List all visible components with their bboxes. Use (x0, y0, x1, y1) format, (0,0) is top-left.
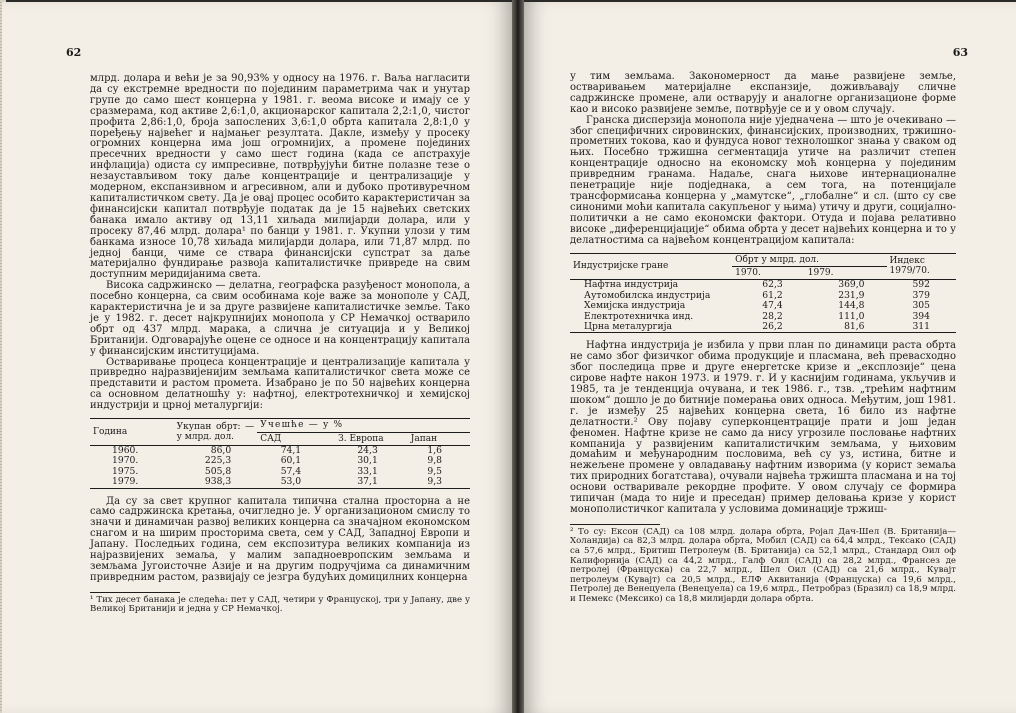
footnote: ² То су: Ексон (САД) са 108 млрд. долара обрта, Ројал Дач-Шел (В. Британија—Холандија) са 82,3 млрд. долара обрта, Мобил (САД) са 64,4 млрд., Тексако (САД) са 57,6 млрд., Бритиш Петролеум (В. Британија) са 52,1 млрд., Стандард Оил оф Калифорнија (САД) са 44,2 млрд., Галф Оил (САД) са 28,2 млрд., Франсез де петролеј (Француска) са 22,7 млрд., Шел Оил (САД) са 21,6 млрд., Кувајт петролеум (Кувајт) са 20,5 млрд., ЕЛФ Аквитанија (Француска) са 19,6 млрд., Петролеј де Венецуела (Венецуела) са 19,6 млрд., Петробраз (Бразил) са 18,9 млрд. и Пемекс (Мексико) са 18,8 милијарди долара обрта. (570, 526, 956, 604)
table-cell: 53,0 (257, 477, 335, 488)
table-subheader: З. Европа (338, 433, 384, 444)
text-column (570, 72, 956, 605)
footnote: ¹ Тих десет банака је следећа: пет у САД, четири у Француској, три у Јапану, две у Великој Британији и једна у СР Немачкој. (90, 594, 470, 615)
paragraph: у тим земљама. Закономерност да мање развијене земље, остваривањем материјалне експанзије, доживљавају сличне садржинске промене, али остварују и аналогне организационе форме као и високо развијене земље, потврђује се и у овом случају. (570, 71, 956, 115)
table-cell: 47,4 (762, 300, 783, 312)
table-cell: 28,2 (762, 310, 783, 322)
table-cell: 379 (912, 289, 930, 301)
table-cell: 225,3 (204, 455, 232, 467)
table-cell: 61,2 (762, 289, 783, 301)
paragraph: Остваривање процеса концентрације и централизације капитала у привредно најразвијенијим земљама капиталистичког света може се представити и растом промета. Изабрано је по 50 највећих концерна са основном делатношћу у: нафтној, електротехничкој и хемијској индустрији и црној металургији: (90, 356, 470, 412)
table-cell: 1,6 (408, 445, 470, 456)
industry-turnover-table (570, 253, 956, 334)
table-cell: 1979. (90, 477, 174, 488)
paragraph: Висока садржинско — делатна, географска разуђеност монопола, а посебно концерна, са свим особинама које важе за монополе у САД, карактеристична је и за друге развијене капиталистичке земље. Тако је у 1982. г. десет најкрупнијих монопола у СР Немачкој остварило обрт од 437 млрд. марака, а слична је ситуација и у Великој Британији. Одговарајуће оцене се односе и на концентрацију капитала у финансијским институцијама. (90, 280, 470, 357)
table-cell: 86,0 (174, 445, 258, 456)
paragraph: Нафтна индустрија је избила у први план по динамици раста обрта не само због физичког обима продукције и пласмана, већ превасходно због последица прве и друге енергетске кризе и „експлозије“ цена сирове нафте након 1973. и 1979. г. И у каснијим годинама, укључив и 1985, та је тенденција очувана, и тек 1986. г., тзв. „трећим нафтним шоком“ дошло је до битније померања ових односа. Међутим, још 1981. г. је између 25 највећих концерна света, 16 било из нафтне делатности.² Ову појаву суперконцентрације прати и још један феномен. Нафтне кризе не само да нису угрозиле пословање нафтних компанија у развијеним капиталистичким земљама, у њиховим домаћим и међународним пословима, већ су уз, истина, битне и нежељене промене у овладавању нафтним изворима (у корист земаља тих природних богатстава), очували највећа тржишта пласмана и на тој основи остваривале рекордне профите. У овом случају се формира типичан (мада то није и преседан) пример деловања кризе у корист монополистичког капитала у условима доминације тржиш- (570, 340, 956, 515)
left-page (2, 2, 512, 713)
table-cell: 111,0 (838, 310, 865, 322)
table-cell: Аутомобилска индустрија (584, 289, 711, 301)
table-cell: 1975. (112, 465, 139, 477)
table-row (570, 322, 956, 333)
table-header-year: Година (90, 419, 174, 446)
table-cell: 305 (912, 300, 930, 312)
table-cell: 57,4 (280, 465, 302, 477)
table-cell: 505,8 (204, 465, 232, 477)
table-cell: Нафтна индустрија (570, 280, 732, 291)
text-column (90, 74, 470, 615)
table-cell: 9,8 (427, 455, 442, 467)
table-header-branch: Индустријске гране (570, 253, 732, 280)
table-cell: 592 (887, 280, 956, 291)
footnote-rule (570, 524, 660, 525)
table-cell: 1970. (112, 455, 139, 467)
table-header-total: Укупан обрт: — у млрд. дол. (174, 419, 258, 446)
table-cell: 231,9 (838, 289, 865, 301)
table-cell: Електротехничка инд. (584, 310, 694, 322)
table-cell: Црна металургија (570, 322, 732, 333)
table-cell: 81,6 (805, 322, 887, 333)
paragraph: Да су за свет крупног капитала типична стална просторна а не само садржинска кретања, очигледно је. У организационом смислу то значи и динамичан развој великих концерна са значајном економском снагом и на ширим просторима света, сем у САД, Западној Европи и Јапану. Последњих година, сем експозитура великих компанија из најразвијених земаља, у малим западноевропским земљама и земљама Југоисточне Азије и на другим подручјима са динамичним привредним растом, развијају се језгра будућих домицилних концерна (90, 495, 470, 583)
table-cell: 37,1 (335, 477, 408, 488)
table-cell: 33,1 (357, 465, 378, 477)
paragraph: Гранска дисперзија монопола није уједначена — што је очекивано — због специфичних сировинских, финансијских, производних, тржишно-прометних токова, као и фундуса новог технолошког знања у сваком од њих. Посебно тржишна сегментација утиче на различит степен концентрације односно на економску моћ концерна у појединим привредним гранама. Надаље, снага њихове интернационалне пенетрације није подједнака, а сем тога, на потенцијале трансформисања концерна у „мамутске“, „глобалне“ и сл. (што су све синоними моћи капитала сакупљеног у њима) утичу и други, социјално-политички а не само економски фактори. Отуда и појава релативно високе „диференцијације“ обима обрта у десет највећих концерна и то у делатностима са највећом концентрацијом капитала: (570, 114, 956, 246)
table-row (90, 467, 470, 477)
table-cell: 24,3 (335, 445, 408, 456)
table-cell: 9,5 (427, 465, 442, 477)
table-cell: 26,2 (732, 322, 805, 333)
table-row (90, 456, 470, 466)
right-page (524, 2, 1016, 713)
table-cell: 311 (887, 322, 956, 333)
table-header-share: Учешће — у % (257, 419, 470, 432)
table-cell: 369,0 (805, 280, 887, 291)
table-row (90, 445, 470, 456)
table-cell: 60,1 (280, 455, 302, 467)
table-row (90, 477, 470, 488)
table-cell: 394 (912, 310, 930, 322)
table-subheader: 1970. (735, 267, 761, 278)
table-row (570, 301, 956, 311)
table-cell: 9,3 (408, 477, 470, 488)
table-cell: 1960. (90, 445, 174, 456)
table-cell: 30,1 (357, 455, 378, 467)
table-cell: 938,3 (174, 477, 258, 488)
table-subheader: САД (260, 433, 282, 444)
table-cell: 62,3 (732, 280, 805, 291)
paragraph: млрд. долара и већи је за 90,93% у односу на 1976. г. Ваља нагласити да су екстремне вредности по појединим параметрима чак и унутар групе до само шест концерна у 1981. г. веома високе и имају се у сразмерама, код активе 2,6:1,0, акционарског капитала 2,2:1,0, чистог профита 2,86:1,0, броја запослених 3,6:1,0 обрта капитала 2,8:1,0 у поређењу највећег и најмањег резултата. Дакле, између у просеку огромних концерна има још огромнијих, а промене појединих пресечних вредности у само шест година (када се апстрахује инфлација) одиста су импресивне, потврђујући битне полазне тезе о незаустављивом току даље концентрације и централизације у модерном, експанзивном и агресивном, али и дубоко противуречном капиталистичком свету. Да је овај процес особито карактеристичан за финансијски капитал потврђује податак да је 15 највећих светских банака имало активу од 13,11 хиљада милијарди долара, или у просеку 87,46 млрд. долара¹ по банци у 1981. г. Укупни улози у тим банкама износе 10,78 хиљада милијарди долара, или 71,87 млрд. по једној банци, чиме се ствара финансијски супстрат за даље материјално фундирање развоја капиталистичке привреде на свим доступним меридијанима света. (90, 73, 470, 281)
footnote-rule (90, 592, 180, 593)
table-cell: Хемијска индустрија (584, 300, 686, 312)
book-gutter (512, 0, 524, 713)
turnover-share-table (90, 418, 470, 488)
table-subheader: Јапан (410, 433, 438, 444)
table-header-turnover: Обрт у млрд. дол. (732, 253, 886, 266)
page-number: 63 (952, 46, 968, 59)
table-subheader: 1979. (807, 267, 834, 278)
table-header-index: Индекс 1979/70. (887, 253, 956, 280)
table-cell: 74,1 (257, 445, 335, 456)
page-number: 62 (66, 46, 82, 59)
table-cell: 144,8 (838, 300, 865, 312)
